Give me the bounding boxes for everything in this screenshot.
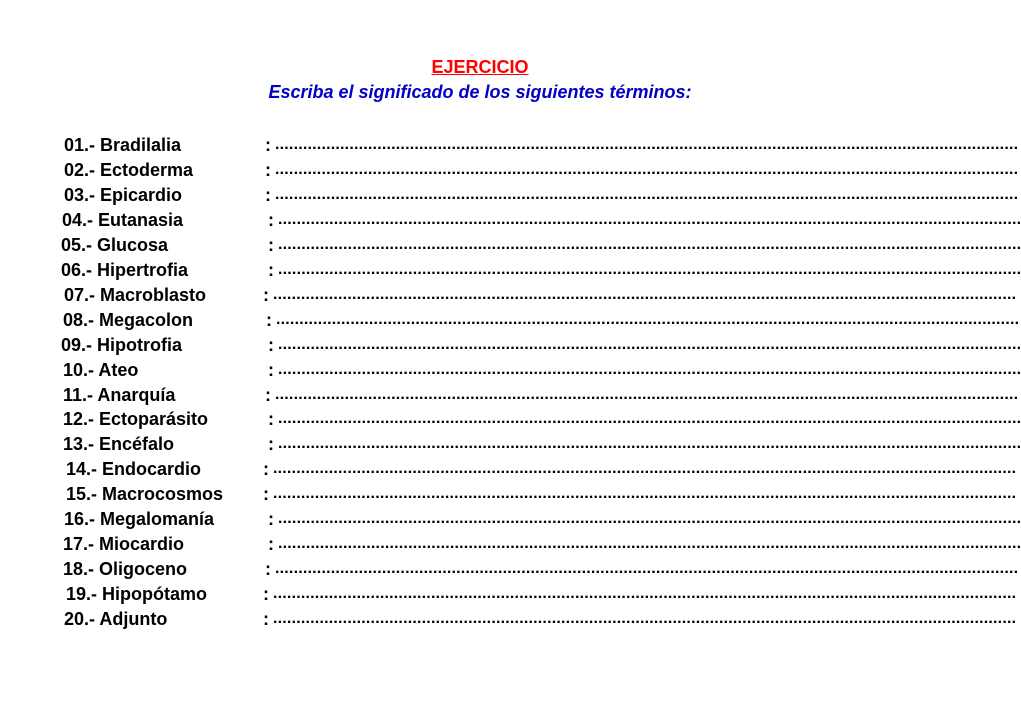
term-row xyxy=(63,558,1019,580)
term-label: 04.- Eutanasia xyxy=(62,210,184,230)
answer-dotted-line[interactable]: ................................................................................................................................................................ xyxy=(278,535,1021,552)
term-colon: : xyxy=(268,335,274,355)
term-label: 09.- Hipotrofia xyxy=(61,335,183,355)
term-colon: : xyxy=(263,584,269,604)
term-row xyxy=(64,508,1021,530)
term-row xyxy=(63,384,1019,406)
term-row xyxy=(63,433,1021,455)
term-colon: : xyxy=(265,559,271,579)
term-label: 20.- Adjunto xyxy=(64,609,168,629)
answer-dotted-line[interactable]: ................................................................................................................................................................ xyxy=(278,410,1021,427)
term-row xyxy=(62,209,1021,231)
term-colon: : xyxy=(268,434,274,454)
answer-dotted-line[interactable]: ................................................................................................................................................................ xyxy=(278,361,1021,378)
term-label: 10.- Ateo xyxy=(63,360,139,380)
term-row xyxy=(64,159,1019,181)
term-label: 15.- Macrocosmos xyxy=(66,484,224,504)
term-colon: : xyxy=(265,135,271,155)
term-row xyxy=(61,234,1021,256)
answer-dotted-line[interactable]: ................................................................................................................................................................ xyxy=(273,485,1017,502)
term-label: 13.- Encéfalo xyxy=(63,434,175,454)
term-colon: : xyxy=(268,509,274,529)
answer-dotted-line[interactable]: ................................................................................................................................................................ xyxy=(278,336,1021,353)
term-row xyxy=(61,334,1021,356)
answer-dotted-line[interactable]: ................................................................................................................................................................ xyxy=(273,585,1017,602)
term-row xyxy=(66,458,1017,480)
term-colon: : xyxy=(268,210,274,230)
term-row xyxy=(63,359,1021,381)
term-row xyxy=(66,583,1017,605)
term-colon: : xyxy=(268,409,274,429)
term-label: 07.- Macroblasto xyxy=(64,285,207,305)
term-row xyxy=(63,408,1021,430)
term-label: 14.- Endocardio xyxy=(66,459,202,479)
answer-dotted-line[interactable]: ................................................................................................................................................................ xyxy=(275,560,1019,577)
answer-dotted-line[interactable]: ................................................................................................................................................................ xyxy=(275,186,1019,203)
answer-dotted-line[interactable]: ................................................................................................................................................................ xyxy=(275,161,1019,178)
term-colon: : xyxy=(265,385,271,405)
answer-dotted-line[interactable]: ................................................................................................................................................................ xyxy=(275,386,1019,403)
term-label: 06.- Hipertrofia xyxy=(61,260,189,280)
term-row xyxy=(64,284,1017,306)
term-colon: : xyxy=(268,534,274,554)
term-row xyxy=(63,533,1021,555)
answer-dotted-line[interactable]: ................................................................................................................................................................ xyxy=(278,435,1021,452)
term-row xyxy=(64,134,1019,156)
term-colon: : xyxy=(265,160,271,180)
term-colon: : xyxy=(268,360,274,380)
answer-dotted-line[interactable]: ................................................................................................................................................................ xyxy=(273,460,1017,477)
term-colon: : xyxy=(266,310,272,330)
term-label: 12.- Ectoparásito xyxy=(63,409,209,429)
term-label: 11.- Anarquía xyxy=(63,385,176,405)
term-row xyxy=(66,483,1017,505)
term-colon: : xyxy=(268,260,274,280)
answer-dotted-line[interactable]: ................................................................................................................................................................ xyxy=(278,261,1021,278)
answer-dotted-line[interactable]: ................................................................................................................................................................ xyxy=(278,211,1021,228)
exercise-instruction: Escriba el significado de los siguientes términos: xyxy=(268,82,692,102)
term-row xyxy=(64,608,1017,630)
answer-dotted-line[interactable]: ................................................................................................................................................................ xyxy=(278,236,1021,253)
term-colon: : xyxy=(263,484,269,504)
term-colon: : xyxy=(265,185,271,205)
term-label: 19.- Hipopótamo xyxy=(66,584,208,604)
term-row xyxy=(64,184,1019,206)
term-label: 08.- Megacolon xyxy=(63,310,194,330)
term-label: 01.- Bradilalia xyxy=(64,135,182,155)
term-label: 05.- Glucosa xyxy=(61,235,169,255)
exercise-title: EJERCICIO xyxy=(431,57,529,77)
answer-dotted-line[interactable]: ................................................................................................................................................................ xyxy=(278,510,1021,527)
term-label: 03.- Epicardio xyxy=(64,185,183,205)
term-label: 18.- Oligoceno xyxy=(63,559,188,579)
answer-dotted-line[interactable]: ................................................................................................................................................................ xyxy=(276,311,1020,328)
answer-dotted-line[interactable]: ................................................................................................................................................................ xyxy=(275,136,1019,153)
term-row xyxy=(61,259,1021,281)
term-colon: : xyxy=(263,459,269,479)
term-label: 02.- Ectoderma xyxy=(64,160,194,180)
answer-dotted-line[interactable]: ................................................................................................................................................................ xyxy=(273,610,1017,627)
answer-dotted-line[interactable]: ................................................................................................................................................................ xyxy=(273,286,1017,303)
term-label: 16.- Megalomanía xyxy=(64,509,215,529)
term-colon: : xyxy=(263,285,269,305)
term-colon: : xyxy=(268,235,274,255)
term-label: 17.- Miocardio xyxy=(63,534,185,554)
term-colon: : xyxy=(263,609,269,629)
term-row xyxy=(63,309,1020,331)
